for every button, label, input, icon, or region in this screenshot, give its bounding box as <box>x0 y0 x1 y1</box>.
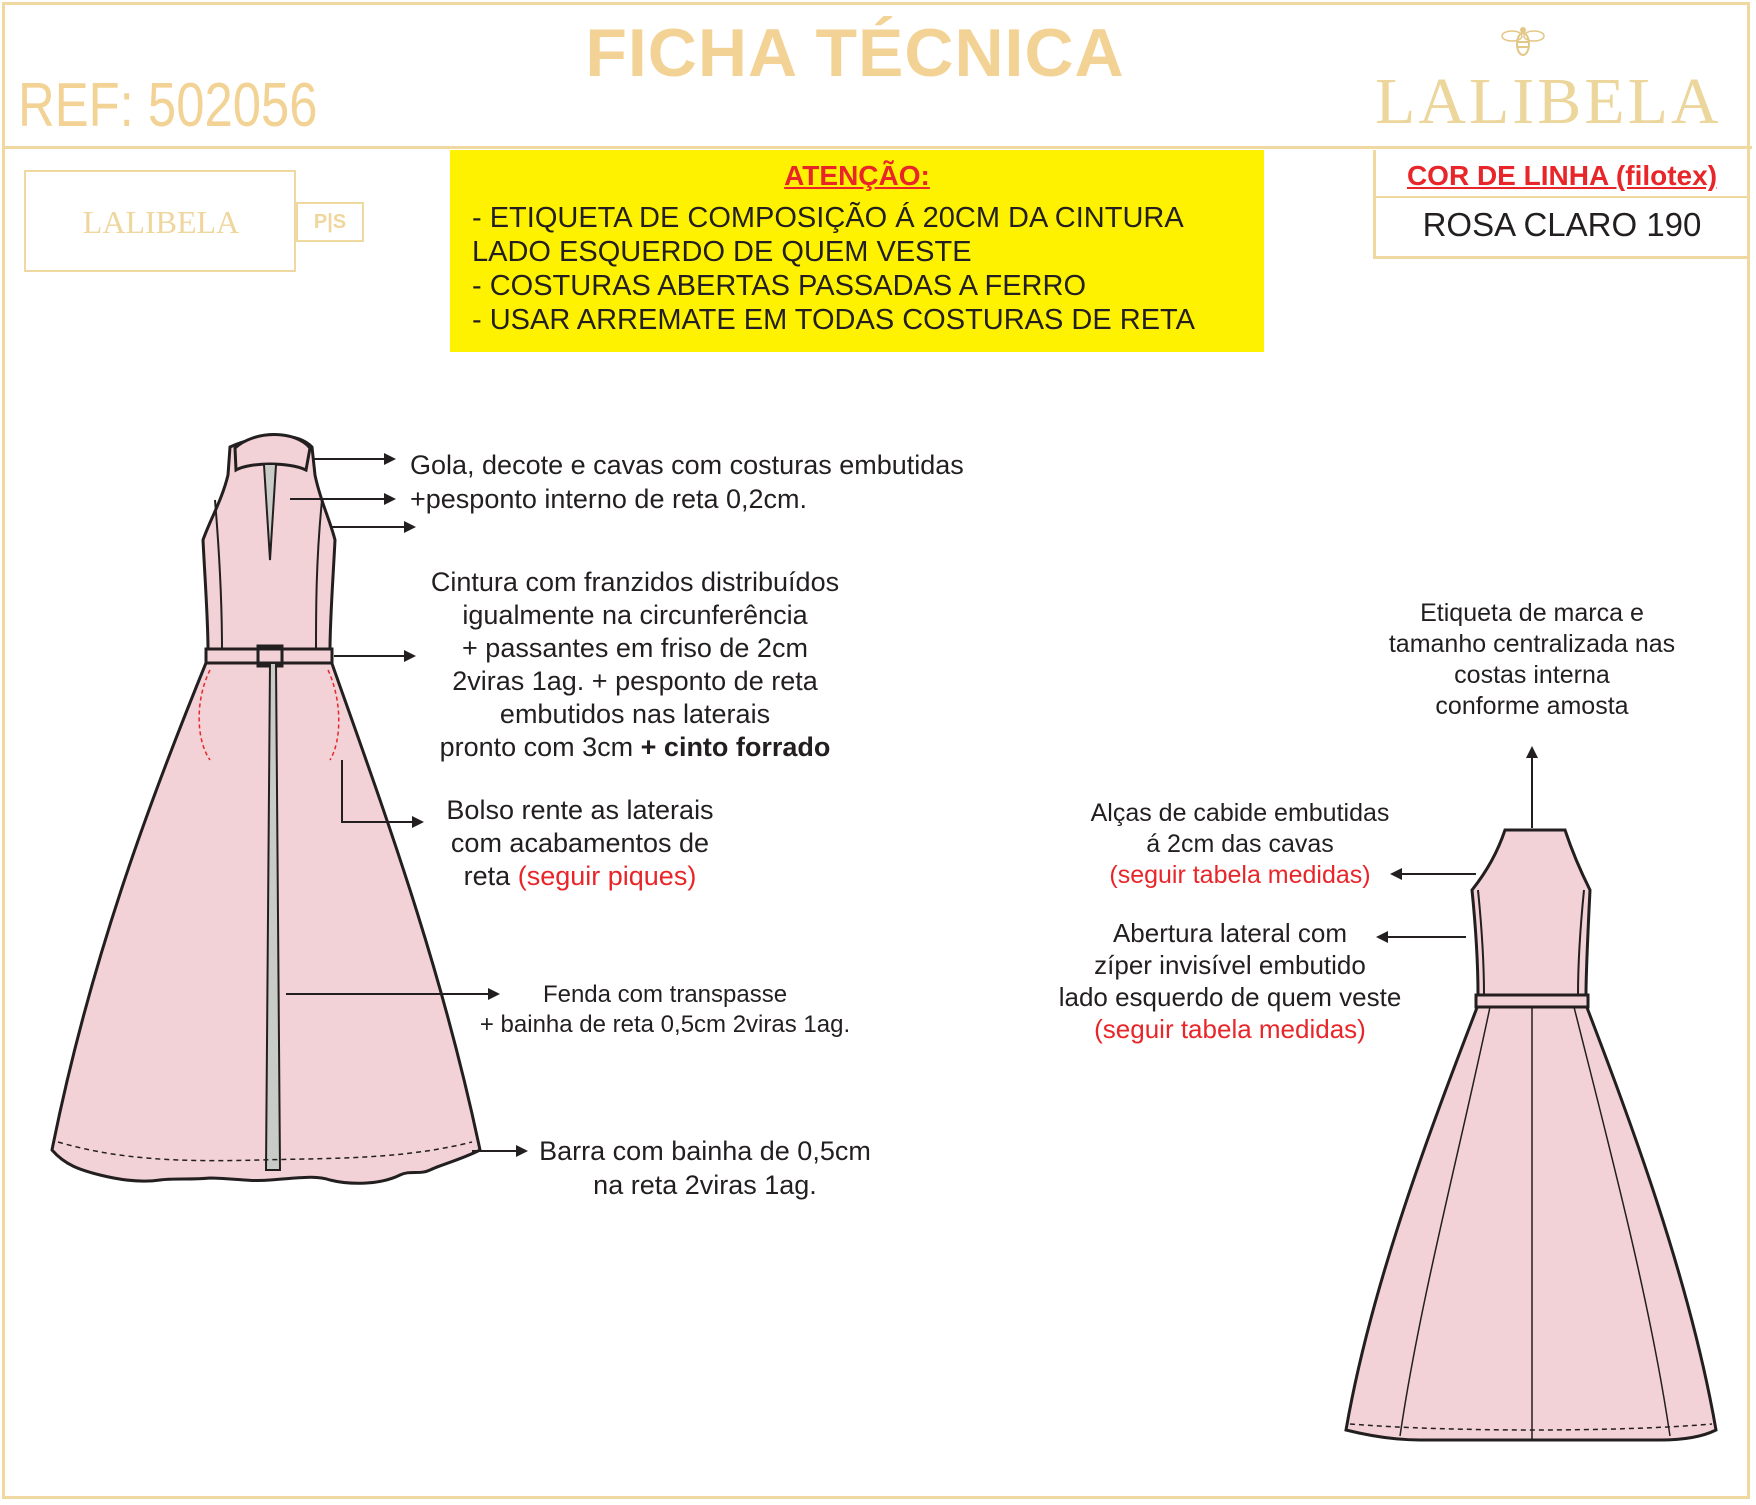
reference-code: REF: 502056 <box>18 71 318 140</box>
attention-title: ATENÇÃO: <box>784 160 930 191</box>
pocket-note <box>420 794 740 893</box>
pocket-note-line: Bolso rente as laterais <box>446 795 714 825</box>
zipper-note-line: zíper invisível embutido <box>1094 950 1366 980</box>
slit-note <box>455 980 875 1040</box>
attention-line: LADO ESQUERDO DE QUEM VESTE <box>472 236 972 268</box>
front-collar <box>235 435 310 471</box>
collar-note-line: Gola, decote e cavas com costuras embutidas <box>410 450 964 480</box>
brand-label-note <box>1352 598 1712 722</box>
hanger-note <box>1060 798 1420 891</box>
front-waistband <box>206 649 332 663</box>
brand-logo: LALIBELA <box>1375 65 1722 138</box>
waist-note-belt: + cinto forrado <box>640 732 831 762</box>
slit-note-line: + bainha de reta 0,5cm 2viras 1ag. <box>479 1011 851 1038</box>
thread-color-value: ROSA CLARO 190 <box>1422 206 1702 243</box>
label-brand-text: LALIBELA <box>82 204 240 240</box>
zipper-note-line: lado esquerdo de quem veste <box>1058 982 1402 1012</box>
hanger-note-line: Alças de cabide embutidas <box>1090 799 1390 827</box>
attention-line: - COSTURAS ABERTAS PASSADAS A FERRO <box>472 270 1086 302</box>
back-waistband <box>1476 995 1588 1007</box>
page-title: FICHA TÉCNICA <box>585 15 1125 91</box>
collar-note-line: +pesponto interno de reta 0,2cm. <box>410 484 808 514</box>
pocket-note-warning: (seguir piques) <box>517 861 697 891</box>
back-dress-bodice <box>1472 830 1590 995</box>
slit-note-line: Fenda com transpasse <box>542 981 788 1008</box>
waist-note-line: 2viras 1ag. + pesponto de reta <box>452 666 818 696</box>
hem-note <box>520 1134 890 1202</box>
waist-note-ready: pronto com 3cm <box>439 732 634 762</box>
waist-note-line: embutidos nas laterais <box>499 699 771 729</box>
attention-line: - USAR ARREMATE EM TODAS COSTURAS DE RETA <box>472 304 1195 336</box>
zipper-note-warning: (seguir tabela medidas) <box>1094 1014 1366 1044</box>
hanger-note-line: á 2cm das cavas <box>1146 830 1334 858</box>
waist-note-line: igualmente na circunferência <box>462 600 808 630</box>
hanger-note-warning: (seguir tabela medidas) <box>1109 861 1371 889</box>
brand-label-note-line: conforme amosta <box>1435 692 1629 720</box>
pocket-note-line: com acabamentos de <box>450 828 710 858</box>
waist-note <box>395 566 875 764</box>
thread-color-title: COR DE LINHA (filotex) <box>1406 160 1718 191</box>
brand-label-note-line: Etiqueta de marca e <box>1420 599 1644 627</box>
hem-note-line: Barra com bainha de 0,5cm <box>539 1136 871 1166</box>
pocket-note-reta: reta <box>463 861 511 891</box>
hem-note-line: na reta 2viras 1ag. <box>593 1170 817 1200</box>
zipper-note-line: Abertura lateral com <box>1112 918 1348 948</box>
waist-note-line <box>395 731 875 764</box>
brand-label-note-line: costas interna <box>1454 661 1610 689</box>
pocket-note-line <box>420 860 740 893</box>
size-label-sample: P|S <box>296 202 364 242</box>
front-dress-drawing <box>52 435 480 1184</box>
waist-note-line: Cintura com franzidos distribuídos <box>430 567 840 597</box>
collar-note <box>410 448 964 516</box>
waist-note-line: + passantes em friso de 2cm <box>462 633 808 663</box>
attention-line: - ETIQUETA DE COMPOSIÇÃO Á 20CM DA CINTURA <box>472 202 1184 234</box>
zipper-note <box>1030 917 1430 1045</box>
brand-label-note-line: tamanho centralizada nas <box>1388 630 1676 658</box>
